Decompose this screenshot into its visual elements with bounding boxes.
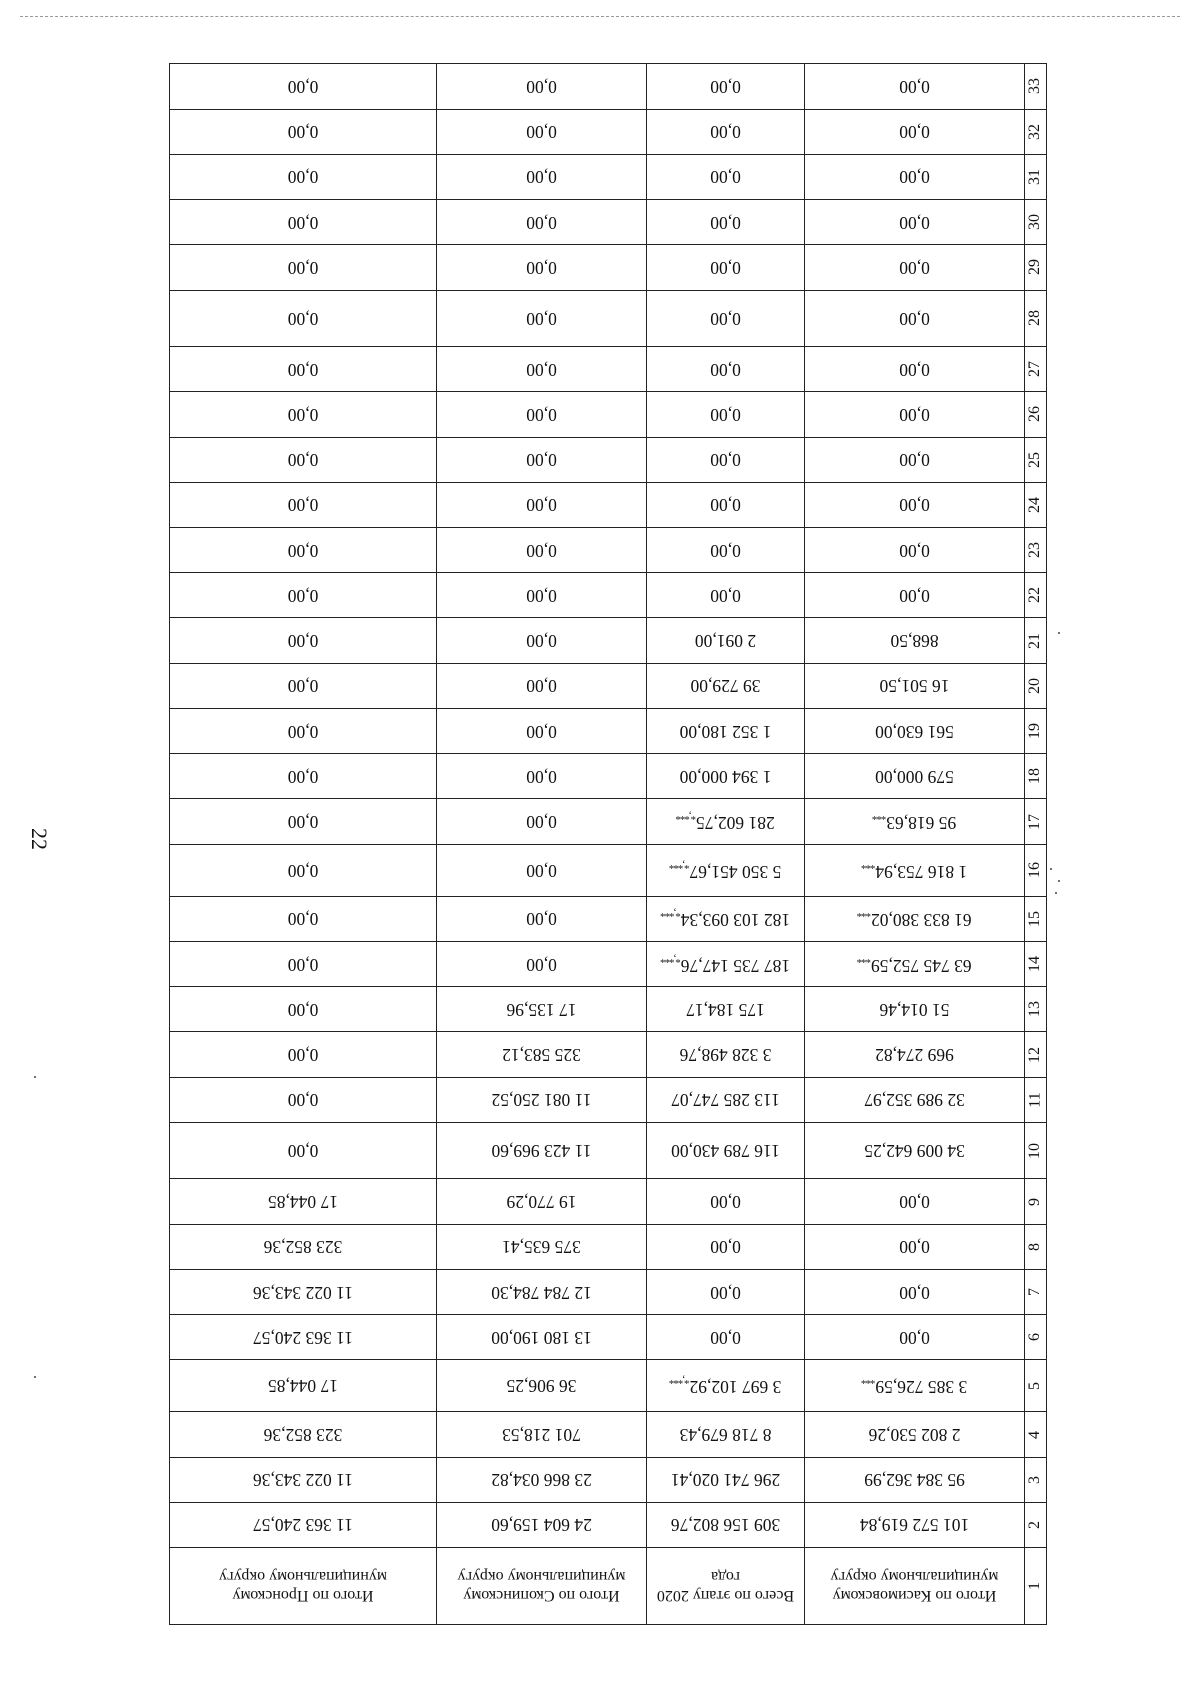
table-cell: 12 784 784,30 bbox=[437, 1269, 647, 1314]
table-row bbox=[170, 1224, 1047, 1269]
summary-table bbox=[169, 63, 1047, 1625]
table-cell: 0,00 bbox=[170, 154, 437, 199]
row-index-cell: 2 bbox=[1025, 1502, 1047, 1547]
table-cell: 309 156 802,76 bbox=[647, 1502, 805, 1547]
row-index-cell: 14 bbox=[1025, 941, 1047, 986]
row-index-cell: 24 bbox=[1025, 482, 1047, 527]
table-row bbox=[170, 347, 1047, 392]
table-cell: 1 816 $753,94_{***}$ bbox=[805, 844, 1025, 896]
table-row bbox=[170, 245, 1047, 290]
table-row bbox=[170, 1502, 1047, 1547]
table-cell: 323 852,36 bbox=[170, 1224, 437, 1269]
table-row bbox=[170, 200, 1047, 245]
table-row bbox=[170, 1315, 1047, 1360]
row-index-cell: 4 bbox=[1025, 1412, 1047, 1457]
table-cell: 0,00 bbox=[437, 392, 647, 437]
row-index-cell: 22 bbox=[1025, 573, 1047, 618]
table-cell: 3 328 498,76 bbox=[647, 1032, 805, 1077]
table-row bbox=[170, 618, 1047, 663]
table-cell: 0,00 bbox=[437, 799, 647, 844]
table-cell: 0,00 bbox=[170, 482, 437, 527]
table-cell: 23 866 034,82 bbox=[437, 1457, 647, 1502]
table-cell: 375 635,41 bbox=[437, 1224, 647, 1269]
table-cell: 24 604 159,60 bbox=[437, 1502, 647, 1547]
table-cell: 969 274,82 bbox=[805, 1032, 1025, 1077]
header-kasimov: Итого по Касимовскому муниципальному округу bbox=[805, 1548, 1025, 1625]
table-cell: 0,00 bbox=[805, 1269, 1025, 1314]
table-cell: 61 833 $380,02_{***}$ bbox=[805, 896, 1025, 941]
scan-top-edge bbox=[20, 16, 1180, 17]
table-cell: 0,00 bbox=[437, 109, 647, 154]
footnote-mark: *,*** bbox=[660, 952, 681, 965]
table-cell: 34 009 642,25 bbox=[805, 1122, 1025, 1179]
table-cell: 101 572 619,84 bbox=[805, 1502, 1025, 1547]
footnote-mark: *,*** bbox=[669, 858, 690, 871]
table-cell: 0,00 bbox=[647, 200, 805, 245]
table-cell: 32 989 352,97 bbox=[805, 1077, 1025, 1122]
table-row bbox=[170, 154, 1047, 199]
table-cell: 0,00 bbox=[805, 1179, 1025, 1224]
table-cell: 0,00 bbox=[437, 245, 647, 290]
table-cell: 39 729,00 bbox=[647, 663, 805, 708]
table-row bbox=[170, 64, 1047, 110]
row-index-cell: 13 bbox=[1025, 987, 1047, 1032]
row-index-cell: 12 bbox=[1025, 1032, 1047, 1077]
table-row bbox=[170, 573, 1047, 618]
table-cell: 0,00 bbox=[647, 482, 805, 527]
table-cell: 0,00 bbox=[805, 64, 1025, 110]
table-cell: 0,00 bbox=[805, 109, 1025, 154]
row-index-cell: 31 bbox=[1025, 154, 1047, 199]
table-cell: 182 103 $093,34_{*,***}$ bbox=[647, 896, 805, 941]
footnote-mark: *,*** bbox=[676, 810, 696, 823]
footnote-mark: *** bbox=[857, 952, 871, 965]
table-cell: 0,00 bbox=[170, 896, 437, 941]
table-row bbox=[170, 1077, 1047, 1122]
table-row bbox=[170, 1360, 1047, 1412]
table-cell: 0,00 bbox=[805, 200, 1025, 245]
table-cell: 0,00 bbox=[170, 1077, 437, 1122]
table-row bbox=[170, 799, 1047, 844]
table-cell: 0,00 bbox=[647, 1224, 805, 1269]
table-cell: 13 180 190,00 bbox=[437, 1315, 647, 1360]
row-index-cell: 20 bbox=[1025, 663, 1047, 708]
table-cell: 11 022 343,36 bbox=[170, 1269, 437, 1314]
header-skopin: Итого по Скопинскому муниципальному округу bbox=[437, 1548, 647, 1625]
row-index-cell: 21 bbox=[1025, 618, 1047, 663]
table-row bbox=[170, 754, 1047, 799]
table-cell: 0,00 bbox=[647, 1269, 805, 1314]
table-cell: 868,50 bbox=[805, 618, 1025, 663]
scan-speck bbox=[1058, 880, 1060, 882]
table-cell: 0,00 bbox=[805, 528, 1025, 573]
table-cell: 11 363 240,57 bbox=[170, 1502, 437, 1547]
table-cell: 579 000,00 bbox=[805, 754, 1025, 799]
table-cell: 0,00 bbox=[170, 392, 437, 437]
header-stage-total: Всего по этапу 2020 года bbox=[647, 1548, 805, 1625]
row-index-cell: 23 bbox=[1025, 528, 1047, 573]
table-cell: 0,00 bbox=[437, 573, 647, 618]
table-cell: 0,00 bbox=[170, 799, 437, 844]
rotated-table-sheet bbox=[170, 63, 1047, 1625]
table-cell: 0,00 bbox=[805, 290, 1025, 347]
scan-speck bbox=[1050, 868, 1052, 870]
table-cell: 0,00 bbox=[647, 290, 805, 347]
table-cell: 0,00 bbox=[170, 618, 437, 663]
table-cell: 0,00 bbox=[647, 1315, 805, 1360]
table-cell: 281 $602,75_{*,***}$ bbox=[647, 799, 805, 844]
table-cell: 0,00 bbox=[805, 392, 1025, 437]
table-cell: 0,00 bbox=[170, 754, 437, 799]
row-index-cell: 9 bbox=[1025, 1179, 1047, 1224]
table-row bbox=[170, 941, 1047, 986]
table-cell: 0,00 bbox=[437, 290, 647, 347]
table-row bbox=[170, 392, 1047, 437]
table-cell: 0,00 bbox=[805, 437, 1025, 482]
table-cell: 5 350 $451,67_{*,***}$ bbox=[647, 844, 805, 896]
table-cell: 175 184,17 bbox=[647, 987, 805, 1032]
table-cell: 0,00 bbox=[170, 437, 437, 482]
table-cell: 0,00 bbox=[437, 708, 647, 753]
table-cell: 3 385 $726,59_{***}$ bbox=[805, 1360, 1025, 1412]
table-cell: 0,00 bbox=[170, 528, 437, 573]
table-cell: 0,00 bbox=[170, 573, 437, 618]
table-cell: 116 789 430,00 bbox=[647, 1122, 805, 1179]
row-index-cell: 10 bbox=[1025, 1122, 1047, 1179]
table-cell: 0,00 bbox=[170, 109, 437, 154]
table-cell: 0,00 bbox=[437, 896, 647, 941]
scan-speck bbox=[34, 1376, 36, 1378]
row-index-cell: 8 bbox=[1025, 1224, 1047, 1269]
row-index-cell: 29 bbox=[1025, 245, 1047, 290]
table-cell: 0,00 bbox=[437, 200, 647, 245]
row-index-cell: 26 bbox=[1025, 392, 1047, 437]
table-cell: 3 697 $102,92_{*,***}$ bbox=[647, 1360, 805, 1412]
table-cell: 187 735 $147,76_{*,***}$ bbox=[647, 941, 805, 986]
table-cell: 0,00 bbox=[647, 245, 805, 290]
footnote-mark: *** bbox=[861, 858, 876, 871]
table-cell: 8 718 679,43 bbox=[647, 1412, 805, 1457]
table-cell: 17 135,96 bbox=[437, 987, 647, 1032]
row-index-cell: 5 bbox=[1025, 1360, 1047, 1412]
table-row bbox=[170, 1122, 1047, 1179]
row-index-cell: 25 bbox=[1025, 437, 1047, 482]
table-row bbox=[170, 1457, 1047, 1502]
table-cell: 0,00 bbox=[437, 941, 647, 986]
row-index-cell: 6 bbox=[1025, 1315, 1047, 1360]
table-cell: 0,00 bbox=[805, 1315, 1025, 1360]
row-index-cell: 19 bbox=[1025, 708, 1047, 753]
table-row bbox=[170, 1032, 1047, 1077]
table-cell: 11 363 240,57 bbox=[170, 1315, 437, 1360]
scan-speck bbox=[1055, 892, 1057, 894]
row-index-cell: 11 bbox=[1025, 1077, 1047, 1122]
table-cell: 561 630,00 bbox=[805, 708, 1025, 753]
table-cell: 2 802 530,26 bbox=[805, 1412, 1025, 1457]
table-cell: 0,00 bbox=[170, 663, 437, 708]
table-cell: 0,00 bbox=[437, 482, 647, 527]
row-index-cell: 18 bbox=[1025, 754, 1047, 799]
table-cell: 2 091,00 bbox=[647, 618, 805, 663]
table-row bbox=[170, 482, 1047, 527]
table-row bbox=[170, 437, 1047, 482]
table-cell: 0,00 bbox=[647, 392, 805, 437]
table-cell: 0,00 bbox=[437, 618, 647, 663]
table-cell: 1 352 180,00 bbox=[647, 708, 805, 753]
table-cell: 0,00 bbox=[647, 64, 805, 110]
footnote-mark: *** bbox=[872, 810, 887, 823]
row-index-cell: 15 bbox=[1025, 896, 1047, 941]
table-cell: 16 501,50 bbox=[805, 663, 1025, 708]
table-cell: 0,00 bbox=[170, 245, 437, 290]
table-cell: 0,00 bbox=[647, 109, 805, 154]
table-cell: 113 285 747,07 bbox=[647, 1077, 805, 1122]
footnote-mark: *,*** bbox=[660, 907, 681, 920]
table-cell: 0,00 bbox=[805, 573, 1025, 618]
table-cell: 36 906,25 bbox=[437, 1360, 647, 1412]
table-cell: 0,00 bbox=[437, 844, 647, 896]
table-cell: 701 218,53 bbox=[437, 1412, 647, 1457]
row-index-cell: 32 bbox=[1025, 109, 1047, 154]
table-row bbox=[170, 708, 1047, 753]
row-index-cell: 7 bbox=[1025, 1269, 1047, 1314]
footnote-mark: *** bbox=[857, 907, 871, 920]
table-row bbox=[170, 109, 1047, 154]
row-index-cell: 28 bbox=[1025, 290, 1047, 347]
table-cell: 0,00 bbox=[647, 154, 805, 199]
table-row bbox=[170, 528, 1047, 573]
footnote-mark: *** bbox=[861, 1374, 876, 1387]
row-index-cell: 16 bbox=[1025, 844, 1047, 896]
table-cell: 63 745 $752,59_{***}$ bbox=[805, 941, 1025, 986]
table-row bbox=[170, 1179, 1047, 1224]
table-cell: 325 583,12 bbox=[437, 1032, 647, 1077]
table-cell: 0,00 bbox=[805, 1224, 1025, 1269]
table-cell: 0,00 bbox=[437, 663, 647, 708]
table-cell: 19 770,29 bbox=[437, 1179, 647, 1224]
table-cell: 0,00 bbox=[170, 987, 437, 1032]
table-cell: 0,00 bbox=[437, 528, 647, 573]
scan-speck bbox=[1058, 632, 1060, 634]
table-row bbox=[170, 663, 1047, 708]
page-number: 22 bbox=[27, 828, 52, 850]
row-index-cell: 30 bbox=[1025, 200, 1047, 245]
row-index-cell: 1 bbox=[1025, 1548, 1047, 1625]
table-cell: 11 081 250,52 bbox=[437, 1077, 647, 1122]
table-row bbox=[170, 290, 1047, 347]
table-cell: 17 044,85 bbox=[170, 1179, 437, 1224]
table-cell: 17 044,85 bbox=[170, 1360, 437, 1412]
table-cell: 0,00 bbox=[170, 290, 437, 347]
table-cell: 0,00 bbox=[437, 754, 647, 799]
table-row bbox=[170, 1412, 1047, 1457]
table-cell: 1 394 000,00 bbox=[647, 754, 805, 799]
table-row bbox=[170, 844, 1047, 896]
table-cell: 95 $618,63_{***}$ bbox=[805, 799, 1025, 844]
table-cell: 51 014,46 bbox=[805, 987, 1025, 1032]
table-row bbox=[170, 896, 1047, 941]
table-cell: 0,00 bbox=[437, 347, 647, 392]
table-cell: 0,00 bbox=[437, 64, 647, 110]
table-cell: 0,00 bbox=[437, 437, 647, 482]
table-cell: 323 852,36 bbox=[170, 1412, 437, 1457]
table-cell: 0,00 bbox=[805, 154, 1025, 199]
table-cell: 0,00 bbox=[805, 347, 1025, 392]
table-cell: 0,00 bbox=[647, 573, 805, 618]
table-cell: 0,00 bbox=[647, 347, 805, 392]
table-cell: 0,00 bbox=[170, 1032, 437, 1077]
table-cell: 0,00 bbox=[805, 245, 1025, 290]
table-cell: 0,00 bbox=[647, 1179, 805, 1224]
footnote-mark: *,*** bbox=[669, 1374, 690, 1387]
row-index-cell: 17 bbox=[1025, 799, 1047, 844]
table-cell: 0,00 bbox=[170, 347, 437, 392]
table-cell: 11 022 343,36 bbox=[170, 1457, 437, 1502]
table-cell: 11 423 969,60 bbox=[437, 1122, 647, 1179]
row-index-cell: 33 bbox=[1025, 64, 1047, 110]
header-pronsk: Итого по Пронскому муниципальному округу bbox=[170, 1548, 437, 1625]
header-row bbox=[170, 1548, 1047, 1625]
table-cell: 0,00 bbox=[170, 941, 437, 986]
table-cell: 95 384 362,99 bbox=[805, 1457, 1025, 1502]
table-row bbox=[170, 987, 1047, 1032]
row-index-cell: 3 bbox=[1025, 1457, 1047, 1502]
table-cell: 0,00 bbox=[647, 437, 805, 482]
table-row bbox=[170, 1269, 1047, 1314]
table-cell: 0,00 bbox=[170, 200, 437, 245]
table-cell: 0,00 bbox=[170, 708, 437, 753]
table-cell: 0,00 bbox=[170, 1122, 437, 1179]
scan-speck bbox=[34, 1076, 36, 1078]
table-cell: 0,00 bbox=[170, 844, 437, 896]
table-cell: 0,00 bbox=[170, 64, 437, 110]
table-cell: 296 741 020,41 bbox=[647, 1457, 805, 1502]
row-index-cell: 27 bbox=[1025, 347, 1047, 392]
table-cell: 0,00 bbox=[647, 528, 805, 573]
table-cell: 0,00 bbox=[805, 482, 1025, 527]
table-cell: 0,00 bbox=[437, 154, 647, 199]
table-body bbox=[170, 64, 1047, 1625]
